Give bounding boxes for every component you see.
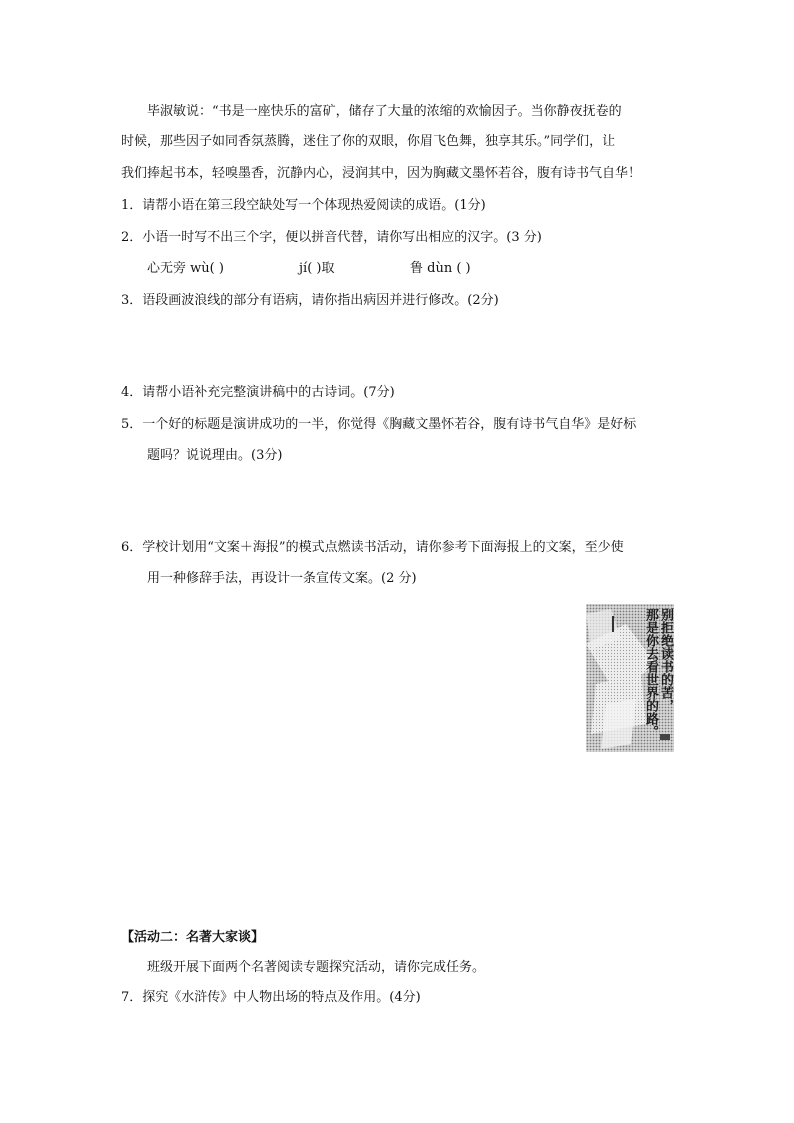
- question-3: 3．语段画波浪线的部分有语病，请你指出病因并进行修改。(2分): [121, 293, 499, 308]
- activity-two-intro: 班级开展下面两个名著阅读专题探究活动，请你完成任务。: [147, 960, 486, 975]
- question-5-line-1: 5．一个好的标题是演讲成功的一半，你觉得《胸藏文墨怀若谷，腹有诗书气自华》是好标: [121, 417, 637, 432]
- intro-line-1: 毕淑敏说：“书是一座快乐的富矿，储存了大量的浓缩的欢愉因子。当你静夜抚卷的: [147, 104, 622, 119]
- activity-two-heading: 【活动二：名著大家谈】: [121, 930, 265, 945]
- blank-ji: jí( )取: [299, 261, 335, 276]
- question-6-line-1: 6．学校计划用“文案＋海报”的模式点燃读书活动，请你参考下面海报上的文案，至少使: [121, 540, 624, 555]
- question-2: 2．小语一时写不出三个字，便以拼音代替，请你写出相应的汉字。(3 分): [121, 230, 542, 245]
- question-1: 1．请帮小语在第三段空缺处写一个体现热爱阅读的成语。(1分): [121, 198, 486, 213]
- question-6-line-2: 用一种修辞手法，再设计一条宣传文案。(2 分): [147, 571, 417, 586]
- intro-line-2: 时候，那些因子如同香氛蒸腾，迷住了你的双眼，你眉飞色舞，独享其乐。”同学们，让: [121, 134, 616, 149]
- question-7: 7．探究《水浒传》中人物出场的特点及作用。(4分): [121, 990, 421, 1005]
- question-5-line-2: 题吗？说说理由。(3分): [147, 448, 283, 463]
- blank-dun: 鲁 dùn ( ): [410, 261, 471, 276]
- poster-text-col-2: 那是你去看世界的路。: [643, 608, 658, 738]
- question-4: 4．请帮小语补充完整演讲稿中的古诗词。(7分): [121, 385, 395, 400]
- blank-wu: 心无旁 wù( ): [147, 261, 224, 276]
- intro-line-3: 我们捧起书本，轻嗅墨香，沉静内心，浸润其中，因为胸藏文墨怀若谷，腹有诗书气自华！: [121, 166, 642, 181]
- reading-poster-image: [586, 604, 674, 752]
- poster-text-col-1: 别拒绝读书的苦，: [658, 608, 673, 712]
